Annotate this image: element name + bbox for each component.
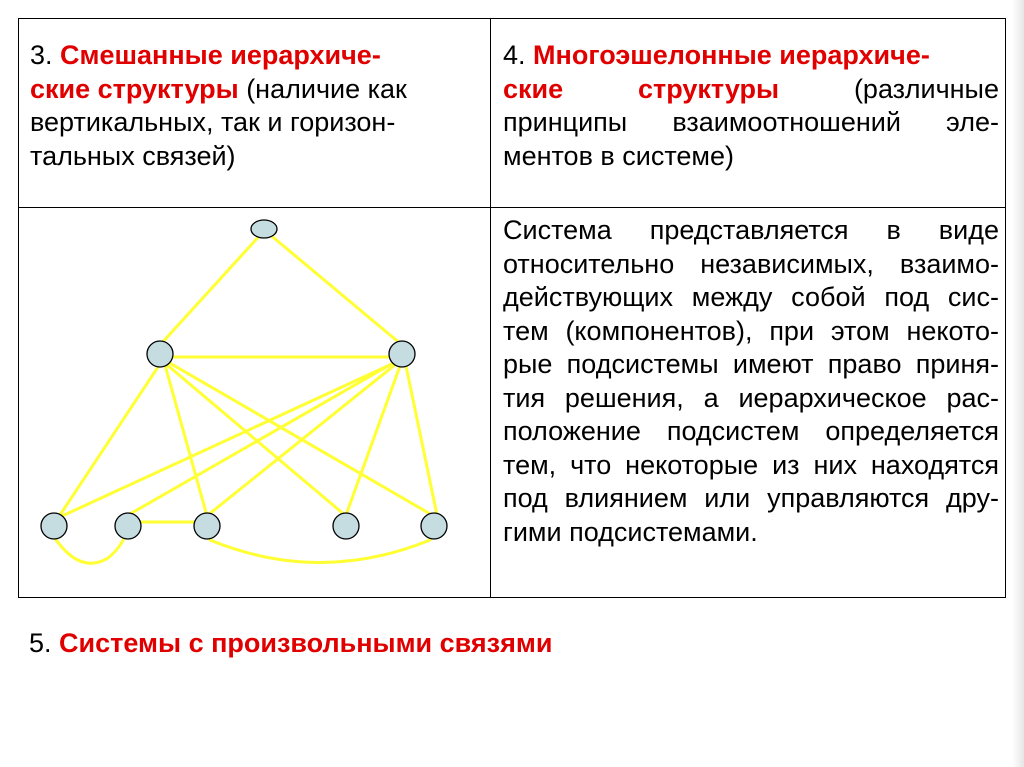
cell3-line: относительно независимых, взаимо- xyxy=(503,248,999,279)
cell2-number: 4. xyxy=(503,40,526,70)
graph-nodes xyxy=(41,220,447,539)
graph-edge xyxy=(208,364,396,515)
graph-edge xyxy=(160,233,262,345)
cell1-title-part2: ские структуры xyxy=(30,73,239,104)
graph-node-top xyxy=(251,220,277,238)
cell1-title-part1: Смешанные иерархиче- xyxy=(60,40,381,70)
cell2-title-part2: ские структуры xyxy=(503,73,780,104)
graph-edge xyxy=(165,365,207,516)
graph-edge-curve xyxy=(54,537,124,563)
cell3-line: Система представляется в виде xyxy=(503,215,999,245)
cell3-line: рые подсистемы имеют право приня- xyxy=(503,349,999,379)
section-5-title: Системы с произвольными связями xyxy=(59,628,553,658)
graph-node-b4 xyxy=(333,513,359,539)
cell1-desc-part1: (наличие как xyxy=(246,73,407,104)
cell1-line4: тальных связей) xyxy=(30,140,236,171)
cell1-number: 3. xyxy=(30,40,53,70)
cell2-desc-part1: (различные xyxy=(853,73,999,104)
graph-node-b1 xyxy=(41,513,67,539)
cell2-title-part1: Многоэшелонные иерархиче- xyxy=(533,40,930,70)
graph-node-b2 xyxy=(115,513,141,539)
graph-edges xyxy=(54,233,437,563)
graph-node-mr xyxy=(389,341,415,367)
graph-node-b5 xyxy=(421,513,447,539)
graph-edge xyxy=(406,366,437,515)
graph-node-b3 xyxy=(194,513,220,539)
cell3-line: тем, что некоторые из них находятся xyxy=(503,449,999,480)
cell3-line: под влиянием или управляются дру- xyxy=(503,483,999,513)
cell3-line: гими подсистемами. xyxy=(503,516,758,547)
cell3-line: положение подсистем определяется xyxy=(503,416,999,446)
graph-edge xyxy=(268,233,402,345)
cell2-line4: ментов в системе) xyxy=(503,140,734,171)
cell3-line: тем (компонентов), при этом некото- xyxy=(503,315,999,346)
cell3-line: тия решения, а иерархическое рас- xyxy=(503,382,999,413)
section-5-number: 5. xyxy=(29,628,52,658)
section-5-heading xyxy=(29,627,552,660)
cell1-line3: вертикальных, так и горизон- xyxy=(30,107,396,137)
graph-edge-curve xyxy=(210,540,430,563)
cell2-line3: принципы взаимоотношений эле- xyxy=(503,107,999,137)
graph-node-ml xyxy=(147,341,173,367)
cell3-line: действующих между собой под сис- xyxy=(503,282,999,312)
